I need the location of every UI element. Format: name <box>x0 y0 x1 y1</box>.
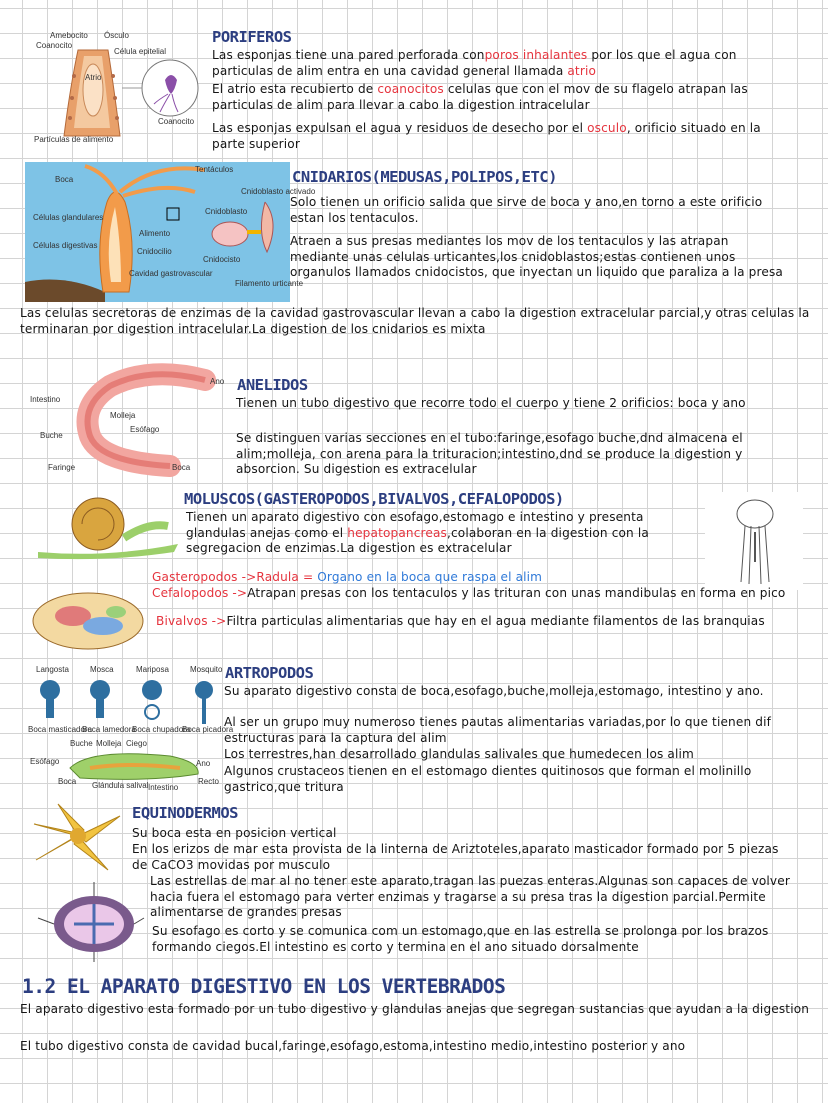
starfish-figure <box>28 800 128 874</box>
equinodermos-title: EQUINODERMOS <box>132 804 238 822</box>
poriferos-paragraph-2: El atrio esta recubierto de coanocitos celulas que con el mov de su flagelo atrapan las particulas de alim para llevar a cabo la digestion intracelular <box>212 82 748 112</box>
gasteropodos-line: Gasteropodos ->Radula = Organo en la boca que raspa el alim <box>152 570 543 584</box>
sea-urchin-figure <box>28 878 146 962</box>
cnidarios-paragraph-2: Atraen a sus presas mediantes los mov de los tentaculos y las atrapan mediante unas celulas urticantes,los cnidoblastos;estas contienen unos organulos llamados cnidocistos, que inyectan un liquido que paraliza a la presa <box>290 234 783 279</box>
fig-label: Atrio <box>85 73 102 82</box>
equinodermos-paragraph-3: Las estrellas de mar al no tener este aparato,tragan las puezas enteras.Algunas son capaces de volver hacia fuera el estomago para verter enzimas y tragarse a su presa tras la digestion parcial.Permite alimentarse de grandes presas <box>150 874 790 919</box>
sponge-figure <box>30 28 208 152</box>
fig-label: Cnidocisto <box>203 255 241 264</box>
poriferos-title: PORIFEROS <box>212 28 292 46</box>
cefalopodos-line: Cefalopodos ->Atrapan presas con los tentaculos y las trituran con unas mandibulas en forma en pico <box>152 586 786 600</box>
fig-label: Molleja <box>96 739 122 748</box>
snail-figure <box>28 492 183 562</box>
artropodos-paragraph-3: Los terrestres,han desarrollado glandulas salivales que humedecen los alim <box>224 747 694 761</box>
fig-label: Cnidoblasto <box>205 207 248 216</box>
fig-label: Mosca <box>90 665 114 674</box>
fig-label: Boca lamedora <box>82 725 136 734</box>
anelidos-title: ANELIDOS <box>237 376 308 394</box>
fig-label: Célula epitelial <box>114 47 167 56</box>
equinodermos-paragraph-1: Su boca esta en posicion vertical <box>132 826 337 840</box>
cnidarios-paragraph-1: Solo tienen un orificio salida que sirve de boca y ano,en torno a este orificio estan los tentaculos. <box>290 195 763 225</box>
fig-label: Boca <box>172 463 191 472</box>
fig-label: Coanocito <box>36 41 73 50</box>
fig-label: Ano <box>196 759 211 768</box>
fig-label: Faringe <box>48 463 76 472</box>
moluscos-paragraph-1: Tienen un aparato digestivo con esofago,estomago e intestino y presenta glandulas anejas como el hepatopancreas,colaboran en la digestion con la segregacion de enzimas.La digestion es extracelular <box>186 510 649 555</box>
equinodermos-paragraph-2: En los erizos de mar esta provista de la linterna de Ariztoteles,aparato masticador formado por 5 piezas de CaCO3 movidas por musculo <box>132 842 779 872</box>
anelidos-paragraph-1: Tienen un tubo digestivo que recorre todo el cuerpo y tiene 2 orificios: boca y ano <box>236 396 746 410</box>
fig-label: Intestino <box>148 783 179 792</box>
artropodos-title: ARTROPODOS <box>225 664 314 682</box>
equinodermos-paragraph-4: Su esofago es corto y se comunica com un estomago,que en las estrella se prolonga por los brazos formando ciegos.El intestino es corto y termina en el ano situado dorsalmente <box>152 924 769 954</box>
cephalopod-figure <box>28 586 153 656</box>
fig-label: Recto <box>198 777 219 786</box>
fig-label: Ciego <box>126 739 147 748</box>
cnidarios-paragraph-3: Las celulas secretoras de enzimas de la cavidad gastrovascular llevan a cabo la digestion extracelular parcial,y otras celulas la terminaran por digestion intracelular.La digestion de los cnidarios es mixta <box>20 306 810 336</box>
fig-label: Células glandulares <box>33 213 104 222</box>
fig-label: Coanocito <box>158 117 195 126</box>
fig-label: Amebocito <box>50 31 88 40</box>
poriferos-paragraph-1: Las esponjas tiene una pared perforada conporos inhalantes por los que el agua con particulas de alim entra en una cavidad general llamada atrio <box>212 48 737 78</box>
fig-label: Boca <box>55 175 74 184</box>
fig-label: Intestino <box>30 395 61 404</box>
vertebrados-paragraph-2: El tubo digestivo consta de cavidad bucal,faringe,esofago,estoma,intestino medio,intestino posterior y ano <box>20 1039 686 1053</box>
fig-label: Esófago <box>130 425 160 434</box>
fig-label: Cnidoblasto activado <box>241 187 316 196</box>
fig-label: Molleja <box>110 411 136 420</box>
fig-label: Buche <box>70 739 93 748</box>
bivalvos-line: Bivalvos ->Filtra particulas alimentarias que hay en el agua mediante filamentos de las branquias <box>156 614 765 628</box>
fig-label: Cavidad gastrovascular <box>129 269 213 278</box>
fig-label: Cnidocilio <box>137 247 172 256</box>
fig-label: Glándula salival <box>92 781 149 790</box>
moluscos-title: MOLUSCOS(GASTEROPODOS,BIVALVOS,CEFALOPODOS) <box>184 490 564 508</box>
poriferos-paragraph-3: Las esponjas expulsan el agua y residuos de desecho por el osculo, orificio situado en la parte superior <box>212 121 761 151</box>
fig-label: Esófago <box>30 757 60 766</box>
vertebrados-paragraph-1: El aparato digestivo esta formado por un tubo digestivo y glandulas anejas que segregan sustancias que ayudan a la digestion <box>20 1002 810 1016</box>
earthworm-figure <box>30 366 235 476</box>
artropodos-paragraph-2: Al ser un grupo muy numeroso tienes pautas alimentarias variadas,por lo que tienen dif estructuras para la captura del alim <box>224 715 772 745</box>
fig-label: Ano <box>210 377 225 386</box>
fig-label: Boca masticadora <box>28 725 93 734</box>
fig-label: Tentáculos <box>195 165 234 174</box>
hydra-figure <box>25 162 316 302</box>
fig-label: Mosquito <box>190 665 223 674</box>
artropodos-paragraph-4: Algunos crustaceos tienen en el estomago dientes quitinosos que forman el molinillo gastrico,que tritura <box>224 764 752 794</box>
fig-label: Boca picadora <box>182 725 234 734</box>
arthropod-mouthparts-figure <box>22 664 234 744</box>
grasshopper-figure <box>30 738 222 798</box>
section-heading: 1.2 EL APARATO DIGESTIVO EN LOS VERTEBRADOS <box>22 975 506 998</box>
cnidarios-title: CNIDARIOS(MEDUSAS,POLIPOS,ETC) <box>292 168 557 186</box>
fig-label: Filamento urticante <box>235 279 304 288</box>
fig-label: Células digestivas <box>33 241 98 250</box>
anelidos-paragraph-2: Se distinguen varias secciones en el tubo:faringe,esofago buche,dnd almacena el alim;molleja, con arena para la trituracion;intestino,dnd se produce la digestion y absorcion. Su digestion es extracelular <box>236 431 743 476</box>
fig-label: Boca <box>58 777 77 786</box>
fig-label: Alimento <box>139 229 171 238</box>
fig-label: Partículas de alimento <box>34 135 114 144</box>
artropodos-paragraph-1: Su aparato digestivo consta de boca,esofago,buche,molleja,estomago, intestino y ano. <box>224 684 764 698</box>
fig-label: Buche <box>40 431 63 440</box>
fig-label: Boca chupadora <box>132 725 191 734</box>
fig-label: Mariposa <box>136 665 169 674</box>
fig-label: Ósculo <box>104 31 129 40</box>
fig-label: Langosta <box>36 665 69 674</box>
